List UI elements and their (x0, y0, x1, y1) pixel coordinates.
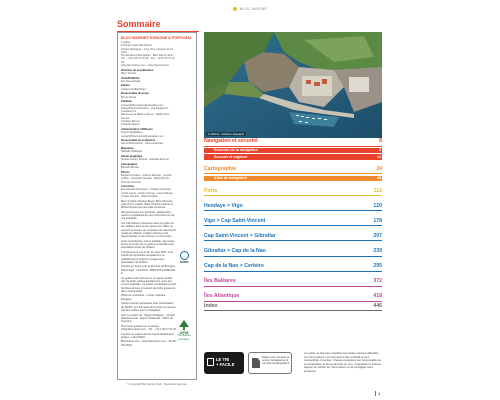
harbor-photo-image (204, 32, 382, 138)
toc-entry-title: Îles Atlantique (204, 293, 240, 300)
soon-logo: SOON (177, 251, 191, 264)
credit-value: 7 édition (121, 41, 131, 44)
credit-value: Sophie Rigalhaton - contact@blocmarine@wanadoo.com (121, 131, 164, 138)
legal-paragraph: Imprimé sur papier issu de forêts durablement gérées - Label PEFC. (121, 332, 174, 339)
toc-subentry[interactable] (204, 148, 382, 154)
cover-photo (204, 32, 382, 138)
toc-entry-rule (204, 240, 382, 241)
toc-entry[interactable] (204, 303, 382, 313)
credit-label: Publicité (121, 100, 132, 104)
credit-value: Bruno Aloiwe (121, 95, 137, 99)
toc-subentry-title: Atlas de navigation (214, 176, 247, 181)
credit-value: Charles Guiffard/Yann (121, 87, 147, 91)
toc-entry-page: 24 (376, 165, 382, 172)
toc-entry-title: Cap Saint-Vincent > Gibraltar (204, 232, 276, 239)
triman-badge: LE TRI + FACILE (204, 352, 244, 374)
upm-logo: UPM The Biofore Company (176, 320, 192, 341)
toc-entry-title: Gibraltar > Cap de la Nao (204, 247, 266, 254)
toc-entry-page: 112 (373, 187, 382, 194)
legal-paragraph: Toute reproduction, même partielle, des cartes, textes et photos de ce guide est interdite sans autorisation écrite de l'éditeur. (121, 239, 176, 250)
credits-column (117, 32, 197, 380)
toc-entry[interactable] (204, 248, 382, 258)
credit-label: Vente/Publicité (121, 76, 140, 80)
toc-entry-page: 446 (373, 302, 382, 309)
toc-entry-title: Hendaye > Vigo (204, 202, 243, 209)
credit-label: Photos (121, 170, 130, 174)
legal-paragraph: Conformément à la loi du 11 mars 1957, il est interdit de reproduire intégralement ou partiellement le présent ouvrage sans autorisation de l'éditeur. (121, 250, 174, 264)
toc-entry[interactable] (204, 138, 382, 148)
page-number-bar (375, 391, 376, 396)
toc-entry-title: Îles Baléares (204, 278, 236, 285)
toc-entry-title: Vigo > Cap Saint-Vincent (204, 217, 266, 224)
legal-paragraph: Ce guide a été imprimé sur un papier certifié issu de forêts gérées durablement, avec des encres végétales. Ce papier est fabriqué à partir de fibres de bois provenant de forêts gérées de façon responsable. (121, 276, 177, 293)
credit-label: Maquettes (121, 146, 134, 150)
toc-entry[interactable] (204, 278, 382, 288)
credit-value: Nadia Ribeiro Etchebert - Léa Regalinoto Leballera & Il (121, 106, 169, 114)
legal-paragraph: Merci à Marie-Thérèse Boyer, Brice Mouchet, Jean-Pierre Cadiot, Marie-Christine Dubois et Michel Peyrat pour leur aide précieuse. (121, 199, 174, 210)
credit-value: Nathalie Mirabeau (121, 150, 143, 154)
toc-entry[interactable] (204, 293, 382, 303)
credit-value: Emmanuelle Rodriguez - Philippe Chamber - Cécile Lainel - Gisèle Frémau - Hervé Biscay - Coralie Renaud - Maïté Nordine (121, 188, 175, 199)
running-header: BLOC MARINE (0, 7, 500, 11)
soon-logo-icon (180, 251, 189, 260)
credit-value: Benjamin Hubert - Fabrice Meunier - Sophie Guillon - Dorothée Chastre - Marie Bosca - Thomas Jenvrain (121, 173, 172, 184)
guide-title: BLOC MARINE® ESPAGNE & PORTUGAL (121, 36, 193, 40)
credit-value: Amélie Lefranc Bonnal - Nathalie Bourron (121, 158, 169, 162)
toc-entry-page: 418 (373, 293, 382, 300)
copyright: © Copyright Bloc Marine SAS - Tous droits réservés (127, 383, 187, 386)
legal-paragraph: Cartes marines reproduites avec l'autorisation du SHOM. Les éléments de la carte ne peuvent pas être utilisés pour la navigation. (121, 302, 176, 312)
credit-value: Barbara Benais (121, 166, 139, 170)
toc-entry-page: 372 (373, 278, 382, 285)
recycling-badges (204, 352, 294, 380)
toc-entry-rule (204, 310, 382, 311)
credit-value: Étienne de la Maison-Neuve - Nalika Puts-Henriot (121, 113, 170, 120)
toc-entry-title: Index (204, 302, 218, 309)
credit-value: Charlotte Repert (121, 123, 141, 127)
page-title: Sommaire (117, 19, 161, 29)
credit-value: Marc Tourdot (121, 71, 137, 75)
toc-entry[interactable] (204, 233, 382, 243)
table-of-contents (204, 138, 382, 312)
page-number: 4 (375, 391, 380, 396)
toc-entry-page: 295 (373, 263, 382, 269)
toc-entry-rule (204, 225, 382, 226)
credit-value: Tél. : +33 2 45 47 42 46 - Fax : +33 2 45 47 42 49 (121, 57, 175, 64)
credit-value: Christine Bocz A (121, 120, 141, 124)
toc-subentry-title: Essentiel de la navigation (214, 148, 258, 153)
legal-paragraph: Photo de couverture : Luarca, Asturies - Espagne. (121, 294, 167, 301)
toc-entry-rule (204, 173, 382, 174)
legal-paragraph: Blocmarine.com : www.blocmarine.com - NF EN ISO 9001 (121, 340, 177, 347)
legal-text (121, 200, 177, 347)
credit-label: Studio graphique (121, 154, 143, 158)
credit-value: Eric Dourte/Gaël (121, 79, 141, 83)
toc-subentry-page: 6 (379, 148, 381, 153)
credit-value: 56 Hennebont Montpellier - Bloc Marine SAS (121, 54, 173, 58)
credit-label: Responsable de production (121, 139, 156, 143)
legal-paragraph: Pour toute question ou remarque : info@blocmarine.com - Tél. : +33 2 45 47 42 46. (121, 324, 177, 331)
credit-value: www.blocmarine.com - www.blocmarine.fr (121, 64, 169, 68)
legal-paragraph: Les informations contenues dans ce guide ont été vérifiées avec le plus grand soin. Elles ne peuvent en aucun cas remplacer les documents nautiques officiels. L'éditeur décline toute responsabilité en cas d'erreur ou d'omission. (121, 222, 177, 239)
toc-entry[interactable] (204, 188, 382, 198)
toc-entry[interactable] (204, 263, 382, 273)
credit-label: Correction (121, 185, 135, 189)
toc-subentry-page: 16 (377, 154, 381, 159)
toc-subentry-title: Secours et urgence (214, 154, 248, 159)
toc-entry-page: 6 (379, 138, 382, 144)
credits-list (121, 41, 177, 198)
toc-entry[interactable] (204, 218, 382, 228)
credit-label: Cartographie (121, 162, 138, 166)
toc-entry-page: 120 (373, 202, 382, 209)
toc-entry[interactable] (204, 166, 382, 176)
toc-entry-rule (204, 256, 382, 257)
legal-paragraph: Avec le soutien de : Région Bretagne - Conseil départemental - Agence Nationale - Office du Tourisme. (121, 313, 175, 324)
tree-icon (179, 320, 189, 330)
toc-entry-rule (204, 146, 382, 147)
credit-label: Edition (121, 84, 130, 88)
bullet-icon (233, 7, 237, 11)
toc-entry[interactable] (204, 203, 382, 213)
sorting-info-badge: Papier à trier. Ce guide se recycle. Consignes de tri sur www.consignesdetri.fr (248, 352, 292, 374)
legal-paragraph: Imprimé en France par Imprimerie de Bretagne - Dépôt légal : avril 2019 - ISBN 978-2-9158-000-0. (121, 265, 177, 276)
recycle-icon (207, 358, 214, 366)
toc-entry-title: Cap de la Nao > Cerbère (204, 263, 264, 269)
toc-entry-rule (204, 210, 382, 211)
toc-entry-title: Navigation et sécurité (204, 138, 258, 144)
toc-entry-title: Cartographie (204, 165, 237, 172)
disclaimer-notice: Ce guide ne doit pas remplacer les cartes marines officielles. Les informations sont données à titre indicatif et sont susceptibles d'évoluer. Chaque navigateur est responsable de sa préparation et de sa sécurité en mer. Il appartient à chaque skipper de vérifier les informations et de s'engager avec prudence. (304, 351, 381, 373)
toc-entry-page: 178 (373, 217, 382, 224)
credit-label: Responsable de projet (121, 92, 149, 96)
toc-entry-rule (204, 286, 382, 287)
toc-entry-title: Ports (204, 187, 218, 194)
credit-value: Prochain ensemble-Moteur (121, 44, 153, 48)
toc-entry-rule (204, 301, 382, 302)
toc-entry-page: 207 (373, 232, 382, 239)
credit-value: Projets Nautiques - 14 E, Rue Jacques de 13 3070 (121, 47, 173, 54)
paper-icon (252, 358, 260, 368)
photo-caption: LUARCA - Asturies, Espagne (208, 132, 245, 136)
credit-label: Administration / Diffusion (121, 127, 153, 131)
credit-value: Hervé Buttecharne - Olivia Jeskenko (121, 142, 164, 146)
toc-subentry[interactable] (204, 176, 382, 182)
toc-entry-rule (204, 195, 382, 196)
toc-subentry[interactable] (204, 154, 382, 160)
toc-subentry-page: 28 (377, 176, 381, 181)
credit-label: Direction de la publication (121, 68, 154, 72)
legal-paragraph: Remerciements aux pêcheurs, plaisanciers, marins et capitaines de port rencontrés lors de nos enquêtes. (121, 210, 175, 221)
toc-entry-page: 239 (373, 247, 382, 254)
credit-value: contact@blocmarine@wanadoo.com (121, 103, 164, 107)
toc-entry-rule (204, 271, 382, 272)
